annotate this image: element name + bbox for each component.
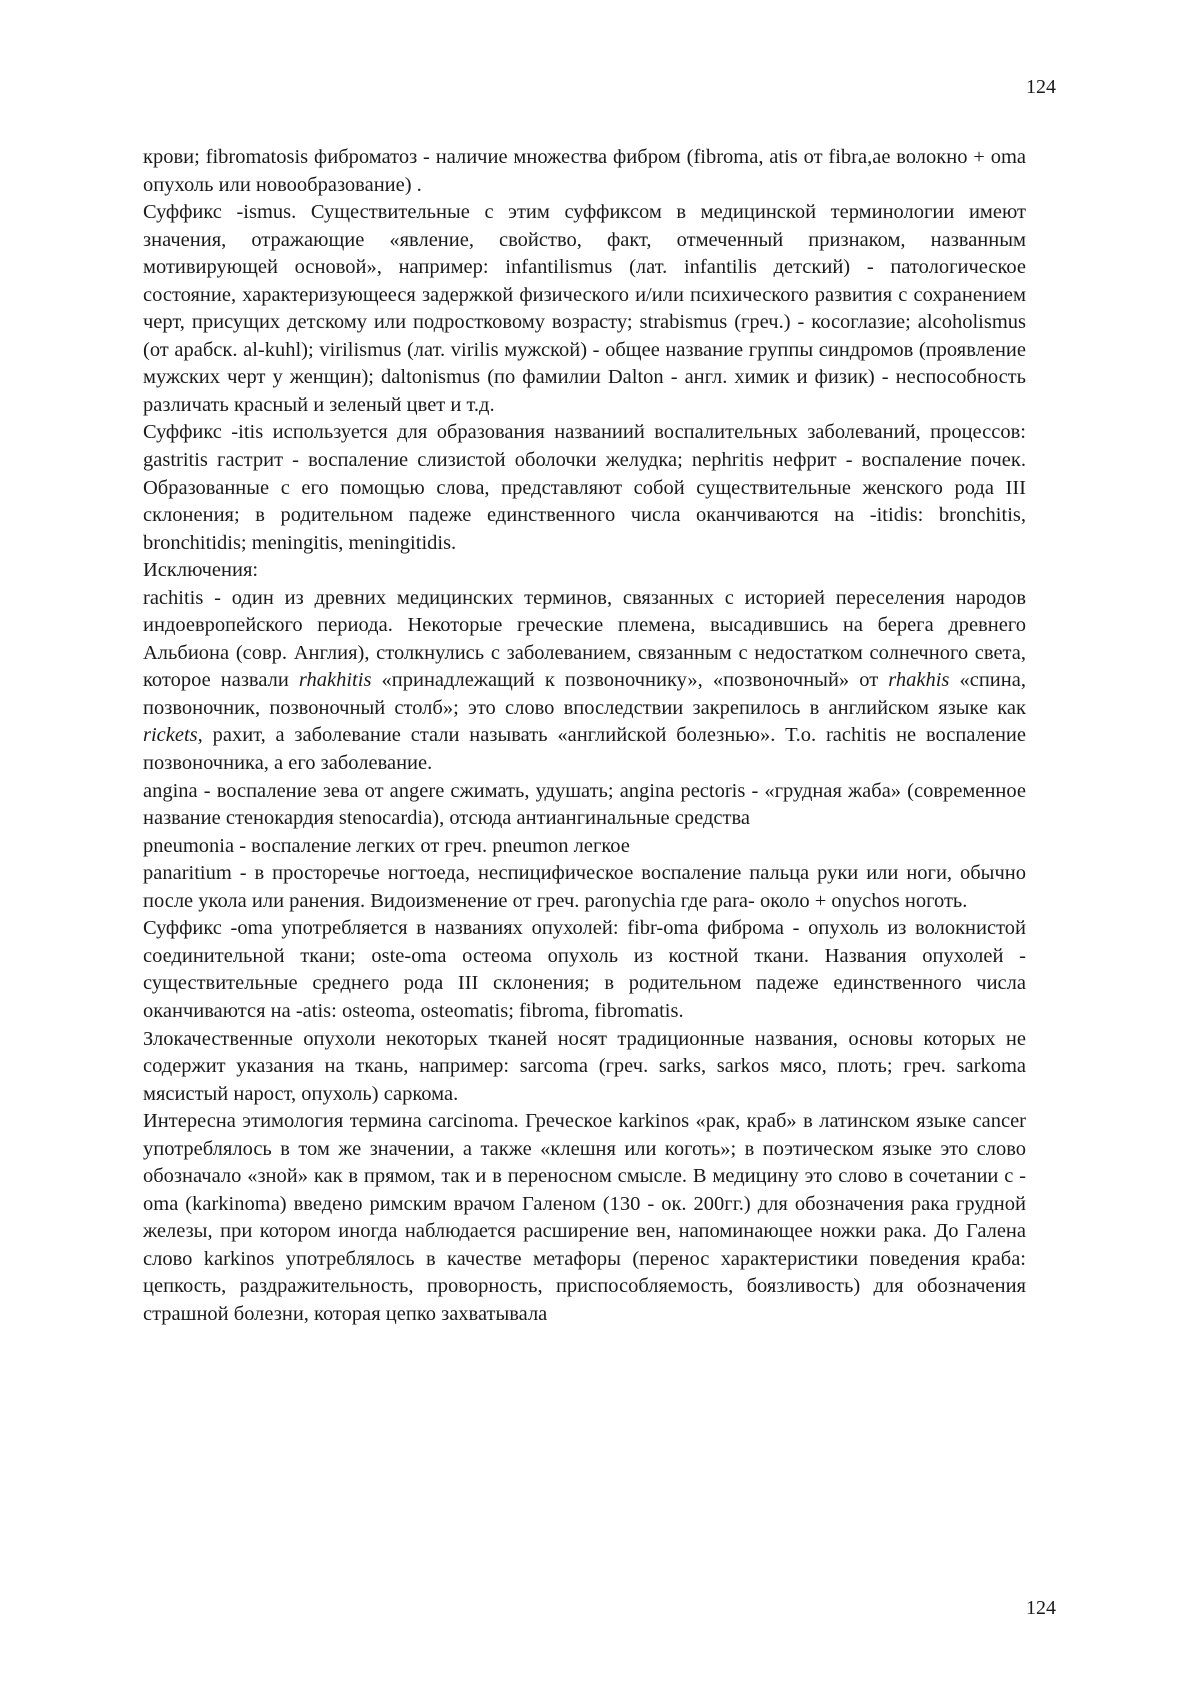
paragraph-malignant-tumors: Злокачественные опухоли некоторых тканей носят традиционные названия, основы которых не содержит указания на ткань, например: sarcoma (греч. sarks, sarkos мясо, плоть; греч. sarkoma мясистый нарост, опухоль) саркома.	[143, 1027, 1026, 1105]
paragraph-fibromatosis: крови; fibromatosis фиброматоз - наличие множества фибром (fibroma, atis от fibra,ae волокно + oma опухоль или новообразование) .	[143, 146, 1026, 196]
page-number-top: 124	[1026, 76, 1056, 98]
rachitis-text-a: rachitis - один из древних медицинских терминов, связанных с историей переселения народов индоевропейского периода. Некоторые греческие племена, высадившись на берега древнего Альбиона (совр. Англия), столкнулись с заболеванием, связанным с недостатком солнечного света, которое назвали	[143, 586, 1026, 692]
paragraph-pneumonia: pneumonia - воспаление легких от греч. pneumon легкое	[143, 834, 630, 857]
paragraph-exceptions-heading: Исключения:	[143, 559, 259, 582]
rachitis-text-d: рахит, а заболевание стали называть «английской болезнью». Т.о. rachitis не воспаление позвоночника, а его заболевание.	[143, 724, 1026, 775]
paragraph-carcinoma-etymology: Интересна этимология термина carcinoma. Греческое karkinos «рак, краб» в латинском языке cancer употреблялось в том же значении, а также «клешня или коготь»; в поэтическом языке это слово обозначало «зной» как в прямом, так и в переносном смысле. В медицину это слово в сочетании с -oma (karkinoma) введено римским врачом Галеном (130 - ок. 200гг.) для обозначения рака грудной железы, при котором иногда наблюдается расширение вен, напоминающее ножки рака. До Галена слово karkinos употреблялось в качестве метафоры (перенос характеристики поведения краба: цепкость, раздражительность, проворность, приспособляемость, боязливость) для обозначения страшной болезни, которая цепко захватывала	[143, 1110, 1026, 1325]
rachitis-term-rickets: rickets,	[143, 724, 203, 747]
rachitis-term-rhakhitis: rhakhitis	[298, 669, 372, 692]
page-number-bottom: 124	[1026, 1597, 1056, 1619]
rachitis-text-b: «принадлежащий к позвоночнику», «позвоночный» от	[371, 669, 889, 692]
paragraph-panaritium: panaritium - в просторечье ногтоеда, неспицифическое воспаление пальца руки или ноги, обычно после укола или ранения. Видоизменение от греч. paronychia где para- около + onychos ноготь.	[143, 862, 1026, 912]
rachitis-term-rhakhis: rhakhis	[888, 669, 950, 692]
paragraph-angina: angina - воспаление зева от angere сжимать, удушать; angina pectoris - «грудная жаба» (современное название стенокардия stenocardia), отсюда антиангинальные средства	[143, 779, 1026, 830]
paragraph-suffix-ismus: Суффикс -ismus. Существительные с этим суффиксом в медицинской терминологии имеют значения, отражающие «явление, свойство, факт, отмеченный признаком, названным мотивирующей основой», например: infantilismus (лат. infantilis детский) - патологическое состояние, характеризующееся задержкой физического и/или психического развития с сохранением черт, присущих детскому или подростковому возрасту; strabismus (греч.) - косоглазие; alcoholismus (от арабск. al-kuhl); virilismus (лат. virilis мужской) - общее название группы синдромов (проявление мужских черт у женщин); daltonismus (по фамилии Dalton - англ. химик и физик) - неспособность различать красный и зеленый цвет и т.д.	[143, 201, 1026, 416]
rachitis-text-c: «спина, позвоночник, позвоночный столб»; это слово впоследствии закрепилось в английском языке как	[143, 669, 1026, 719]
document-body	[143, 144, 1026, 1329]
paragraph-suffix-oma: Суффикс -oma употребляется в названиях опухолей: fibr-oma фиброма - опухоль из волокнистой соединительной ткани; oste-oma остеома опухоль из костной ткани. Названия опухолей - существительные среднего рода III склонения; в родительном падеже единственного числа оканчиваются на -atis: osteoma, osteomatis; fibroma, fibromatis.	[143, 917, 1026, 1022]
paragraph-rachitis	[143, 585, 1026, 778]
paragraph-suffix-itis: Суффикс -itis используется для образования названиий воспалительных заболеваний, процессов: gastritis гастрит - воспаление слизистой оболочки желудка; nephritis нефрит - воспаление почек. Образованные с его помощью слова, представляют собой существительные женского рода III склонения; в родительном падеже единственного числа оканчиваются на -itidis: bronchitis, bronchitidis; meningitis, meningitidis.	[143, 421, 1026, 554]
